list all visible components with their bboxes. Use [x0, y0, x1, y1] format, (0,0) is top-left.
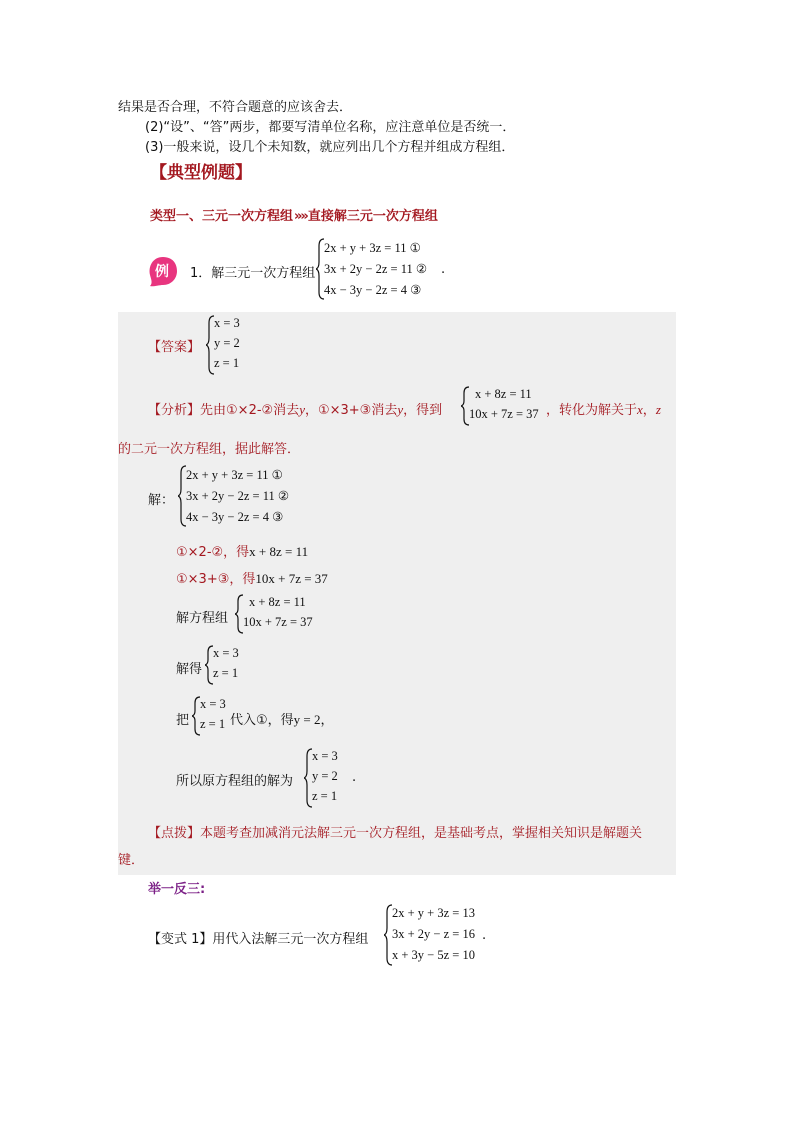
- step-3-eq-2: 10x + 7z = 37: [243, 615, 313, 629]
- step-5-text: 代入①，得: [230, 713, 294, 728]
- step-4-x: x = 3: [213, 646, 239, 660]
- solution-step-3: 解方程组: [176, 611, 229, 626]
- analysis-line-2: 的二元一次方程组，据此解答．: [118, 442, 301, 457]
- practice-eq-1: 2x + y + 3z = 13: [392, 906, 475, 920]
- practice-eq-2: 3x + 2y − z = 16: [392, 927, 475, 941]
- step-5-comma: ，: [320, 713, 334, 728]
- answer-y: y = 2: [214, 336, 240, 350]
- tip-text: 本题考查加减消元法解三元一次方程组，是基础考点，掌握相关知识是解题关: [200, 826, 643, 841]
- analysis-var-y: y: [299, 402, 305, 417]
- analysis-var-x: x: [637, 402, 643, 417]
- type-heading-arrows: »»: [294, 209, 307, 224]
- analysis-text-b: ，①×3+③消去: [304, 403, 398, 418]
- intro-line-3: (3)一般来说，设几个未知数，就应列出几个方程并组成方程组．: [145, 140, 515, 155]
- example-eq-2: 3x + 2y − 2z = 11 ②: [324, 262, 428, 276]
- practice-period: .: [482, 928, 487, 943]
- tip-line-1: [148, 822, 642, 841]
- practice-label: 【变式 1】: [148, 932, 213, 947]
- solution-eq-1: 2x + y + 3z = 11 ①: [186, 468, 283, 482]
- answer-label: 【答案】: [148, 340, 201, 355]
- solution-block: [118, 312, 676, 875]
- analysis-line-1-tail: [546, 399, 661, 418]
- step-2-eq: 10x + 7z = 37: [255, 571, 328, 586]
- example-badge: [147, 255, 179, 287]
- analysis-text-d: ，转化为解关于: [546, 403, 638, 418]
- step-6-z: z = 1: [312, 789, 338, 803]
- practice-prompt-line: [148, 928, 368, 947]
- type-heading-label: 类型一、三元一次方程组: [150, 209, 294, 224]
- solution-step-5-a: 把: [176, 713, 190, 728]
- answer-system: [206, 315, 266, 375]
- practice-eq-3: x + 3y − 5z = 10: [392, 948, 475, 962]
- step-6-x: x = 3: [312, 749, 338, 763]
- step-1-eq: x + 8z = 11: [249, 544, 309, 559]
- solution-eq-3: 4x − 3y − 2z = 4 ③: [186, 510, 284, 524]
- practice-system: [384, 904, 487, 966]
- step-5-x: x = 3: [200, 697, 226, 711]
- type-heading: [150, 205, 438, 224]
- solution-eq-2: 3x + 2y − 2z = 11 ②: [186, 489, 290, 503]
- analysis-eq-2: 10x + 7z = 37: [469, 407, 539, 421]
- step-4-z: z = 1: [213, 666, 239, 680]
- practice-prompt: 用代入法解三元一次方程组: [212, 932, 369, 947]
- analysis-var-z: z: [655, 402, 661, 417]
- example-eq-1: 2x + y + 3z = 11 ①: [324, 241, 421, 255]
- example-period: .: [441, 262, 446, 277]
- analysis-eq-1: x + 8z = 11: [475, 387, 532, 401]
- step-5-z: z = 1: [200, 717, 226, 731]
- step-4-system: [205, 645, 265, 685]
- example-prompt: 1．解三元一次方程组: [190, 266, 316, 281]
- solution-step-5-b: [230, 709, 334, 728]
- analysis-text-c: ，得到: [403, 403, 443, 418]
- step-6-y: y = 2: [312, 769, 338, 783]
- tip-line-2: 键．: [118, 853, 145, 868]
- solution-step-2: [176, 568, 328, 587]
- analysis-text-a: 先由①×2-②消去: [200, 403, 300, 418]
- solution-step-6: 所以原方程组的解为: [176, 774, 294, 789]
- step-2-ops: ①×3+③，得: [176, 572, 256, 587]
- tip-label: 【点拨】: [148, 826, 201, 841]
- example-badge-text: 例: [155, 264, 169, 280]
- step-3-system: [235, 594, 320, 634]
- example-eq-3: 4x − 3y − 2z = 4 ③: [324, 283, 422, 297]
- solution-step-4: 解得: [176, 662, 203, 677]
- analysis-var-y-2: y: [397, 402, 404, 417]
- answer-z: z = 1: [214, 356, 240, 370]
- section-title: 【典型例题】: [150, 163, 252, 183]
- step-6-period: .: [352, 770, 357, 785]
- practice-heading: 举一反三:: [148, 882, 206, 897]
- type-heading-tail: 直接解三元一次方程组: [307, 209, 438, 224]
- solution-step-1: [176, 541, 308, 560]
- step-3-eq-1: x + 8z = 11: [249, 595, 306, 609]
- step-1-ops: ①×2-②，得: [176, 545, 250, 560]
- step-5-system: [192, 696, 232, 736]
- analysis-label: 【分析】: [148, 403, 201, 418]
- analysis-comma: ，: [642, 403, 656, 418]
- answer-x: x = 3: [214, 316, 240, 330]
- analysis-line-1: [148, 399, 442, 418]
- analysis-system: [461, 386, 546, 426]
- intro-line-2: (2)“设”、“答”两步，都要写清单位名称，应注意单位是否统一．: [145, 120, 516, 135]
- step-5-eq: y = 2: [293, 712, 321, 727]
- example-system: [316, 238, 456, 300]
- solution-label: 解：: [148, 493, 175, 508]
- solution-system: [178, 465, 318, 527]
- intro-line-1: 结果是否合理，不符合题意的应该舍去．: [118, 100, 353, 115]
